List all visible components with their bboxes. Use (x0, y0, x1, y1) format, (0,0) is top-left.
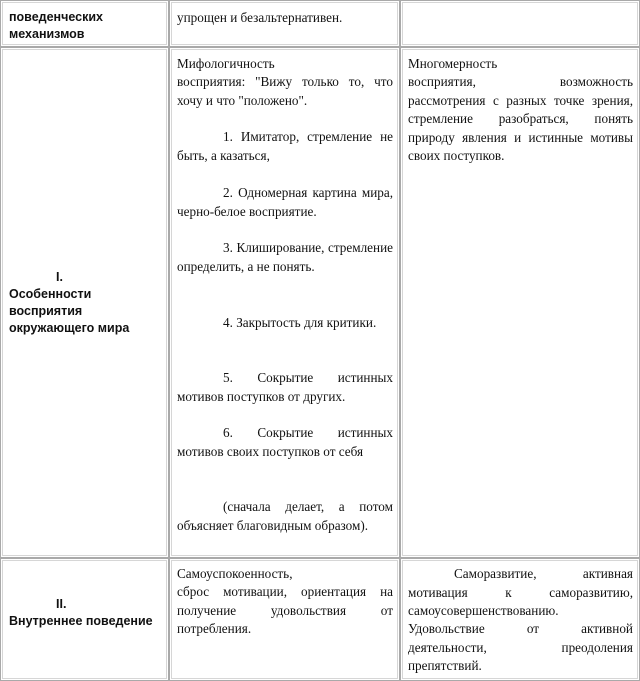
table-cell-row0-col3 (400, 0, 640, 47)
list-item: 6. Сокрытие истинных мотивов своих поступков от себя (177, 425, 393, 459)
table-cell-row0-col2 (169, 0, 400, 47)
cell-text: восприятия, возможность рассмотрения с разных точке зрения, стремление разобраться, понять природу явления и истинные мотивы своих поступков. (408, 74, 633, 163)
row-label: Внутреннее поведение (9, 614, 153, 628)
table-cell-row2-col3 (400, 558, 640, 681)
list-item: 4. Закрытость для критики. (223, 315, 377, 330)
table-cell-row1-col3 (400, 47, 640, 558)
table-cell-row0-col1 (0, 0, 169, 47)
cell-text: упрощен и безальтернативен. (177, 10, 343, 25)
cell-title: Многомерность (408, 56, 498, 71)
cell-text: Саморазвитие, активная мотивация к саморазвитию, самоусовершенствованию. (408, 566, 633, 618)
list-note: (сначала делает, а потом объясняет благовидным образом). (177, 499, 393, 533)
row-label: Особенности восприятия окружающего мира (9, 287, 130, 335)
list-item: 3. Клиширование, стремление определить, а не понять. (177, 240, 393, 274)
row-label: поведенческих механизмов (9, 10, 103, 41)
list-item: 2. Одномерная картина мира, черно-белое восприятие. (177, 185, 393, 219)
cell-text: сброс мотивации, ориентация на получение удовольствия от потребления. (177, 584, 393, 636)
table-cell-row2-col2 (169, 558, 400, 681)
list-item: 1. Имитатор, стремление не быть, а казаться, (177, 129, 393, 163)
list-item: 5. Сокрытие истинных мотивов поступков от других. (177, 370, 393, 404)
cell-text: Удовольствие от активной деятельности, преодоления препятствий. (408, 621, 633, 673)
row-number: I. (56, 270, 63, 284)
table-cell-row2-col1 (0, 558, 169, 681)
table-cell-row1-col2 (169, 47, 400, 558)
cell-title: Самоуспокоенность, (177, 566, 293, 581)
cell-intro: восприятия: "Вижу только то, что хочу и что "положено". (177, 74, 393, 108)
cell-title: Мифологичность (177, 56, 275, 71)
row-number: II. (56, 597, 67, 611)
table-cell-row1-col1 (0, 47, 169, 558)
